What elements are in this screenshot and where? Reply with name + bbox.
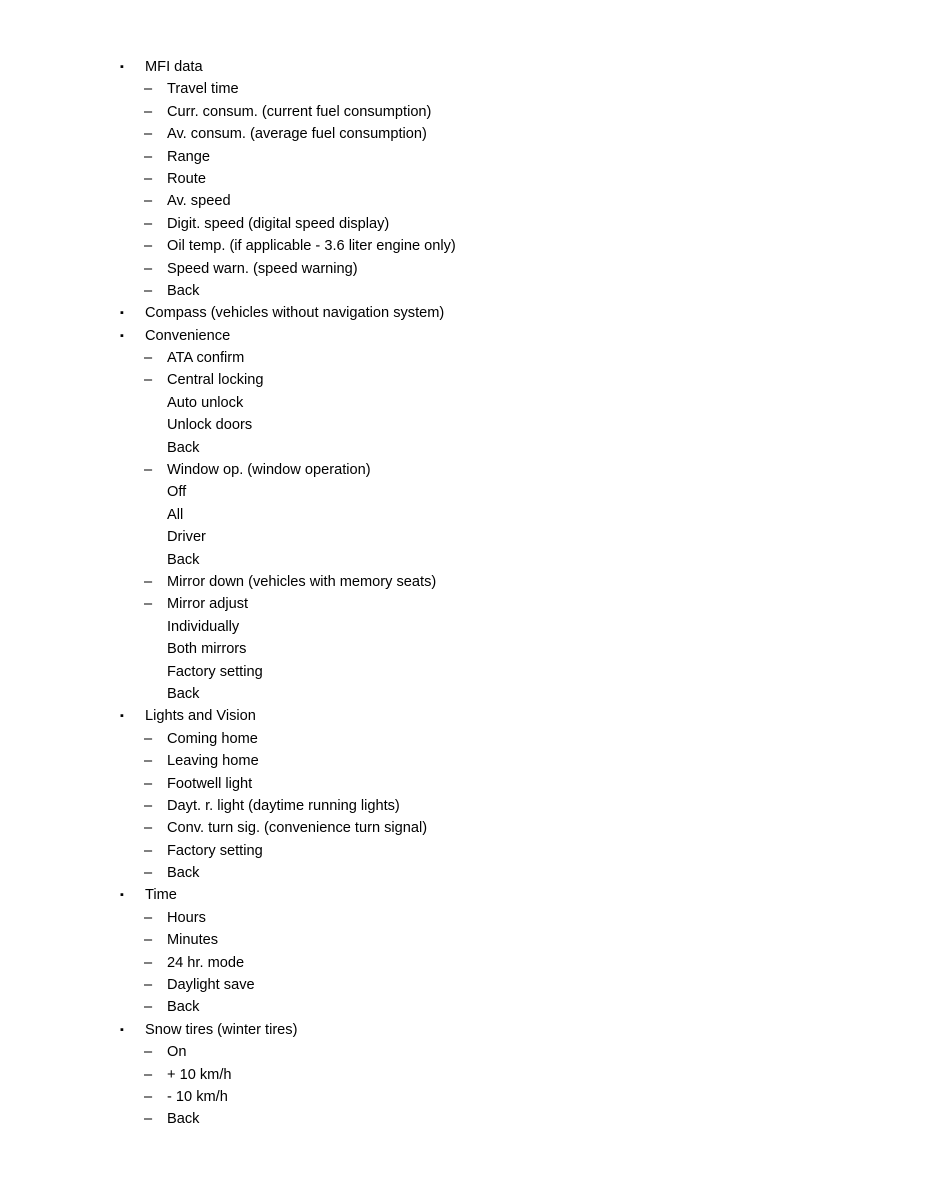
item-label: Leaving home <box>167 753 259 770</box>
submenu-item <box>0 862 927 884</box>
dash-marker: – <box>144 730 153 747</box>
submenu-item <box>0 1086 927 1108</box>
item-label: 24 hr. mode <box>167 954 245 971</box>
submenu-item <box>0 974 927 996</box>
item-label: Driver <box>167 529 206 546</box>
submenu-item <box>0 773 927 795</box>
item-label: Central locking <box>167 372 264 389</box>
dash-marker: – <box>144 573 153 590</box>
bullet-marker: ▪ <box>120 329 124 342</box>
item-label: Factory setting <box>167 842 263 859</box>
item-label: Lights and Vision <box>145 708 256 725</box>
dash-marker: – <box>144 1088 153 1105</box>
dash-marker: – <box>144 797 153 814</box>
dash-marker: – <box>144 282 153 299</box>
item-label: - 10 km/h <box>167 1088 228 1105</box>
dash-marker: – <box>144 842 153 859</box>
item-label: Off <box>167 484 187 501</box>
submenu-option <box>0 437 927 459</box>
submenu-item <box>0 213 927 235</box>
item-label: Mirror down (vehicles with memory seats) <box>167 573 437 590</box>
submenu-item <box>0 907 927 929</box>
item-label: Av. consum. (average fuel consumption) <box>167 126 427 143</box>
submenu-option <box>0 549 927 571</box>
item-label: Conv. turn sig. (convenience turn signal) <box>167 820 428 837</box>
item-label: Back <box>167 685 200 702</box>
dash-marker: – <box>144 775 153 792</box>
menu-item <box>0 325 927 347</box>
item-label: Speed warn. (speed warning) <box>167 260 358 277</box>
dash-marker: – <box>144 596 153 613</box>
submenu-item <box>0 168 927 190</box>
item-label: Coming home <box>167 730 258 747</box>
submenu-item <box>0 459 927 481</box>
menu-item <box>0 1019 927 1041</box>
submenu-item <box>0 1108 927 1130</box>
dash-marker: – <box>144 126 153 143</box>
item-label: Factory setting <box>167 663 263 680</box>
item-label: Convenience <box>145 327 231 344</box>
submenu-item <box>0 728 927 750</box>
dash-marker: – <box>144 238 153 255</box>
dash-marker: – <box>144 462 153 479</box>
bullet-marker: ▪ <box>120 61 124 73</box>
submenu-item <box>0 750 927 772</box>
submenu-item <box>0 190 927 212</box>
dash-marker: – <box>144 260 153 277</box>
submenu-item <box>0 280 927 302</box>
menu-item <box>0 884 927 906</box>
item-label: MFI data <box>145 59 203 75</box>
submenu-item <box>0 593 927 615</box>
dash-marker: – <box>144 148 153 165</box>
submenu-option <box>0 526 927 548</box>
submenu-option <box>0 392 927 414</box>
submenu-item <box>0 929 927 951</box>
dash-marker: – <box>144 81 153 98</box>
item-label: Range <box>167 148 211 165</box>
bullet-marker: ▪ <box>120 307 124 320</box>
item-label: Compass (vehicles without navigation system) <box>145 305 445 322</box>
submenu-option <box>0 661 927 683</box>
dash-marker: – <box>144 1044 153 1061</box>
dash-marker: – <box>144 999 153 1016</box>
item-label: Av. speed <box>167 193 231 210</box>
submenu-item <box>0 369 927 391</box>
submenu-item <box>0 996 927 1018</box>
item-label: ATA confirm <box>167 350 245 367</box>
dash-marker: – <box>144 865 153 882</box>
dash-marker: – <box>144 932 153 949</box>
item-label: Auto unlock <box>167 394 244 411</box>
submenu-item <box>0 78 927 100</box>
item-label: Daylight save <box>167 977 255 994</box>
submenu-item <box>0 571 927 593</box>
dash-marker: – <box>144 977 153 994</box>
submenu-item <box>0 146 927 168</box>
dash-marker: – <box>144 193 153 210</box>
dash-marker: – <box>144 909 153 926</box>
item-label: Footwell light <box>167 775 253 792</box>
submenu-item <box>0 795 927 817</box>
item-label: Route <box>167 170 206 187</box>
item-label: Back <box>167 439 200 456</box>
item-label: Dayt. r. light (daytime running lights) <box>167 797 400 814</box>
item-label: Hours <box>167 909 206 926</box>
submenu-option <box>0 638 927 660</box>
item-label: Back <box>167 1111 200 1128</box>
dash-marker: – <box>144 1111 153 1128</box>
item-label: Curr. consum. (current fuel consumption) <box>167 103 432 120</box>
dash-marker: – <box>144 1066 153 1083</box>
submenu-item <box>0 952 927 974</box>
item-label: Window op. (window operation) <box>167 462 371 479</box>
item-label: Digit. speed (digital speed display) <box>167 215 390 232</box>
dash-marker: – <box>144 372 153 389</box>
dash-marker: – <box>144 103 153 120</box>
submenu-option <box>0 683 927 705</box>
item-label: Back <box>167 865 200 882</box>
submenu-item <box>0 1064 927 1086</box>
submenu-item <box>0 347 927 369</box>
item-label: + 10 km/h <box>167 1066 232 1083</box>
submenu-item <box>0 840 927 862</box>
item-label: Back <box>167 282 200 299</box>
item-label: Both mirrors <box>167 641 247 658</box>
menu-item <box>0 705 927 727</box>
submenu-item <box>0 1041 927 1063</box>
bullet-marker: ▪ <box>120 710 124 723</box>
item-label: Snow tires (winter tires) <box>145 1021 298 1038</box>
dash-marker: – <box>144 820 153 837</box>
dash-marker: – <box>144 954 153 971</box>
submenu-item <box>0 123 927 145</box>
submenu-option <box>0 504 927 526</box>
item-label: Back <box>167 999 200 1016</box>
submenu-option <box>0 616 927 638</box>
dash-marker: – <box>144 350 153 367</box>
submenu-item <box>0 235 927 257</box>
dash-marker: – <box>144 170 153 187</box>
dash-marker: – <box>144 215 153 232</box>
item-label: Travel time <box>167 81 239 98</box>
item-label: Individually <box>167 618 240 635</box>
bullet-marker: ▪ <box>120 889 124 902</box>
item-label: Unlock doors <box>167 417 253 434</box>
submenu-item <box>0 101 927 123</box>
submenu-option <box>0 481 927 503</box>
item-label: Minutes <box>167 932 219 949</box>
menu-item <box>0 56 927 78</box>
submenu-item <box>0 817 927 839</box>
item-label: On <box>167 1044 187 1061</box>
item-label: All <box>167 506 184 523</box>
item-label: Mirror adjust <box>167 596 249 613</box>
submenu-option <box>0 414 927 436</box>
menu-structure-list <box>0 56 927 1131</box>
menu-item <box>0 302 927 324</box>
dash-marker: – <box>144 753 153 770</box>
bullet-marker: ▪ <box>120 1023 124 1036</box>
item-label: Back <box>167 551 200 568</box>
item-label: Oil temp. (if applicable - 3.6 liter engine only) <box>167 238 456 255</box>
item-label: Time <box>145 887 177 904</box>
submenu-item <box>0 258 927 280</box>
